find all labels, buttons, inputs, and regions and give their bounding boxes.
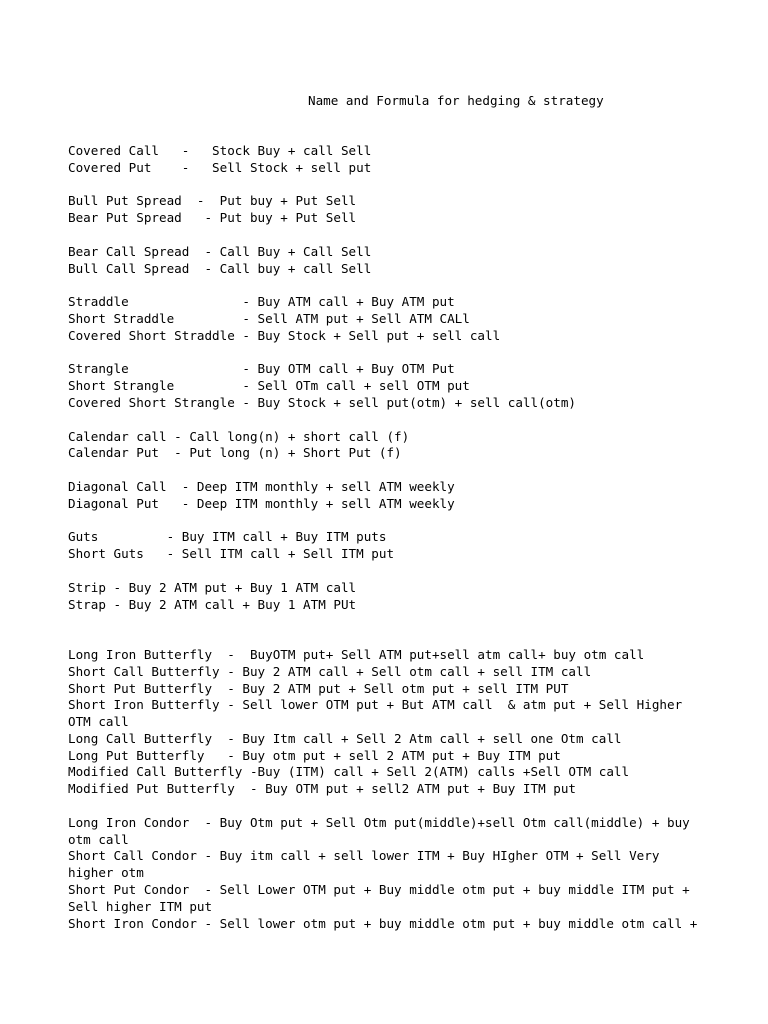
- short-iron-butterfly-continued: OTM call: [68, 714, 129, 730]
- short-call-condor-continued: higher otm: [68, 865, 144, 881]
- diagonal-spreads: [68, 479, 708, 513]
- short-iron-butterfly-line: Short Iron Butterfly - Sell lower OTM put + But ATM call & atm put + Sell Higher: [68, 697, 683, 713]
- short-straddle-line: Short Straddle - Sell ATM put + Sell ATM CALl: [68, 310, 470, 326]
- strangles: [68, 361, 708, 411]
- short-strangle-line: Short Strangle - Sell OTm call + sell OTM put: [68, 378, 470, 394]
- modified-put-butterfly-line: Modified Put Butterfly - Buy OTM put + sell2 ATM put + Buy ITM put: [68, 781, 576, 797]
- modified-call-butterfly-line: Modified Call Butterfly -Buy (ITM) call + Sell 2(ATM) calls +Sell OTM call: [68, 764, 630, 780]
- guts-strategies: [68, 529, 708, 563]
- long-iron-condor-continued: otm call: [68, 831, 129, 847]
- short-put-condor-continued: Sell higher ITM put: [68, 898, 213, 914]
- covered-short-strangle-line: Covered Short Strangle - Buy Stock + sell put(otm) + sell call(otm): [68, 394, 576, 410]
- bull-put-spread-line: Bull Put Spread - Put buy + Put Sell: [68, 193, 357, 209]
- strip-strap: [68, 580, 708, 614]
- straddle-line: Straddle - Buy ATM call + Buy ATM put: [68, 294, 455, 310]
- short-put-butterfly-line: Short Put Butterfly - Buy 2 ATM put + Sell otm put + sell ITM PUT: [68, 680, 569, 696]
- long-iron-butterfly-line: Long Iron Butterfly - BuyOTM put+ Sell ATM put+sell atm call+ buy otm call: [68, 646, 645, 662]
- put-spreads: [68, 193, 708, 227]
- short-call-butterfly-line: Short Call Butterfly - Buy 2 ATM call + Sell otm call + sell ITM call: [68, 663, 592, 679]
- bear-put-spread-line: Bear Put Spread - Put buy + Put Sell: [68, 210, 357, 226]
- short-iron-condor-line: Short Iron Condor - Sell lower otm put + buy middle otm put + buy middle otm call +: [68, 915, 698, 931]
- short-call-condor-line: Short Call Condor - Buy itm call + sell lower ITM + Buy HIgher OTM + Sell Very: [68, 848, 660, 864]
- diagonal-put-line: Diagonal Put - Deep ITM monthly + sell ATM weekly: [68, 495, 455, 511]
- condors: [68, 815, 708, 933]
- strip-line: Strip - Buy 2 ATM put + Buy 1 ATM call: [68, 579, 357, 595]
- covered-short-straddle-line: Covered Short Straddle - Buy Stock + Sell put + sell call: [68, 327, 501, 343]
- document-body: [68, 143, 708, 949]
- covered-strategies: [68, 143, 708, 177]
- covered-put-line: Covered Put - Sell Stock + sell put: [68, 159, 372, 175]
- strangle-line: Strangle - Buy OTM call + Buy OTM Put: [68, 361, 455, 377]
- covered-call-line: Covered Call - Stock Buy + call Sell: [68, 143, 372, 158]
- document-title: Name and Formula for hedging & strategy: [308, 93, 604, 108]
- short-put-condor-line: Short Put Condor - Sell Lower OTM put + Buy middle otm put + buy middle ITM put +: [68, 882, 690, 898]
- long-put-butterfly-line: Long Put Butterfly - Buy otm put + sell 2 ATM put + Buy ITM put: [68, 747, 561, 763]
- calendar-call-line: Calendar call - Call long(n) + short call (f): [68, 428, 410, 444]
- straddles: [68, 294, 708, 344]
- calendar-spreads: [68, 429, 708, 463]
- short-guts-line: Short Guts - Sell ITM call + Sell ITM put: [68, 546, 395, 562]
- butterflies: [68, 647, 708, 798]
- long-iron-condor-line: Long Iron Condor - Buy Otm put + Sell Otm put(middle)+sell Otm call(middle) + buy: [68, 814, 690, 830]
- bear-call-spread-line: Bear Call Spread - Call Buy + Call Sell: [68, 243, 372, 259]
- long-call-butterfly-line: Long Call Butterfly - Buy Itm call + Sell 2 Atm call + sell one Otm call: [68, 730, 622, 746]
- strap-line: Strap - Buy 2 ATM call + Buy 1 ATM PUt: [68, 596, 357, 612]
- guts-line: Guts - Buy ITM call + Buy ITM puts: [68, 529, 387, 545]
- diagonal-call-line: Diagonal Call - Deep ITM monthly + sell ATM weekly: [68, 478, 455, 494]
- call-spreads: [68, 244, 708, 278]
- bull-call-spread-line: Bull Call Spread - Call buy + call Sell: [68, 260, 372, 276]
- calendar-put-line: Calendar Put - Put long (n) + Short Put (f): [68, 445, 402, 461]
